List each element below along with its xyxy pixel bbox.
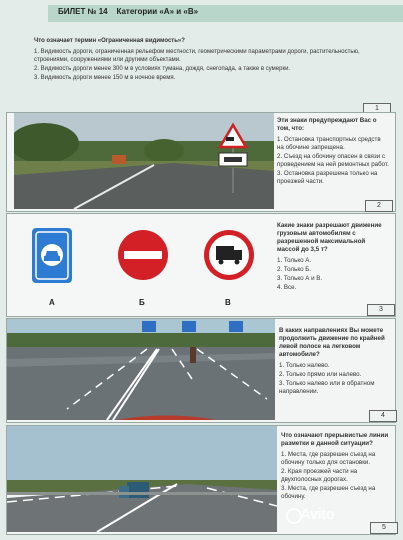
- question-1-answer-1: 1. Видимость дороги, ограниченная рельефом местности, геометрическими параметрами дороги, растительностью, строениями, сооружениями или другими объектами.: [34, 49, 360, 63]
- sign-label-b: Б: [139, 298, 145, 307]
- question-5-answer-3: 3. Места, где разрешен съезд на обочину.: [281, 485, 376, 500]
- question-5-answer-1: 1. Места, где разрешен съезд на обочину только для остановки.: [281, 451, 376, 466]
- question-3-title: Какие знаки разрешают движение грузовым автомобилям с разрешенной максимальной массой до 3,5 т?: [277, 222, 382, 253]
- question-4-text: [279, 327, 391, 397]
- question-3-signs: [23, 219, 263, 309]
- question-2-photo: [14, 113, 274, 209]
- sign-label-v: В: [225, 298, 231, 307]
- question-5-block: [6, 425, 396, 535]
- question-3-answer-3: 3. Только А и В.: [277, 275, 323, 282]
- ticket-header: [58, 7, 198, 16]
- question-4-photo: [7, 319, 275, 420]
- ticket-categories: Категории «А» и «В»: [116, 7, 199, 16]
- question-2-block: [6, 112, 396, 212]
- question-2-number: 2: [365, 200, 393, 212]
- question-3-text: [277, 222, 389, 293]
- question-3-answer-1: 1. Только А.: [277, 257, 312, 264]
- question-3-block: [6, 213, 396, 317]
- question-4-block: [6, 318, 396, 423]
- question-1-title: Что означает термин «Ограниченная видимость»?: [34, 38, 185, 44]
- question-4-answer-1: 1. Только налево.: [279, 362, 330, 369]
- ticket-number: БИЛЕТ № 14: [58, 7, 108, 16]
- question-4-answer-3: 3. Только налево или в обратном направлении.: [279, 380, 375, 395]
- question-1-answer-2: 2. Видимость дороги менее 300 м в условиях тумана, дождя, снегопада, а также в сумерки.: [34, 66, 291, 72]
- sign-label-a: А: [49, 298, 55, 307]
- question-2-title: Эти знаки предупреждают Вас о том, что:: [277, 117, 377, 132]
- question-3-answer-2: 2. Только Б.: [277, 266, 312, 273]
- question-5-number: 5: [370, 522, 398, 534]
- question-4-answer-2: 2. Только прямо или налево.: [279, 371, 362, 378]
- question-5-title: Что означают прерывистые линии разметки в данной ситуации?: [281, 432, 389, 447]
- question-3-answer-4: 4. Все.: [277, 284, 297, 291]
- question-2-answer-2: 2. Съезд на обочину опасен в связи с проведением на ней ремонтных работ.: [277, 153, 389, 168]
- question-5-photo: [7, 426, 277, 532]
- question-2-text: [277, 117, 389, 187]
- avito-watermark: Avito: [300, 506, 335, 523]
- question-5-text: [281, 432, 391, 502]
- question-2-answer-3: 3. Остановка разрешена только на проезжей части.: [277, 170, 378, 185]
- question-1-number: 1: [363, 103, 391, 115]
- question-5-answer-2: 2. Края проезжей части на двухполосных дорогах.: [281, 468, 358, 483]
- question-1: [34, 37, 374, 83]
- question-4-number: 4: [369, 410, 397, 422]
- question-1-answer-3: 3. Видимость дороги менее 150 м в ночное время.: [34, 75, 176, 81]
- question-3-number: 3: [367, 304, 395, 316]
- question-4-title: В каких направлениях Вы можете продолжить движение по крайней левой полосе на легковом автомобиле?: [279, 327, 385, 358]
- question-2-answer-1: 1. Остановка транспортных средств на обочине запрещена.: [277, 136, 381, 151]
